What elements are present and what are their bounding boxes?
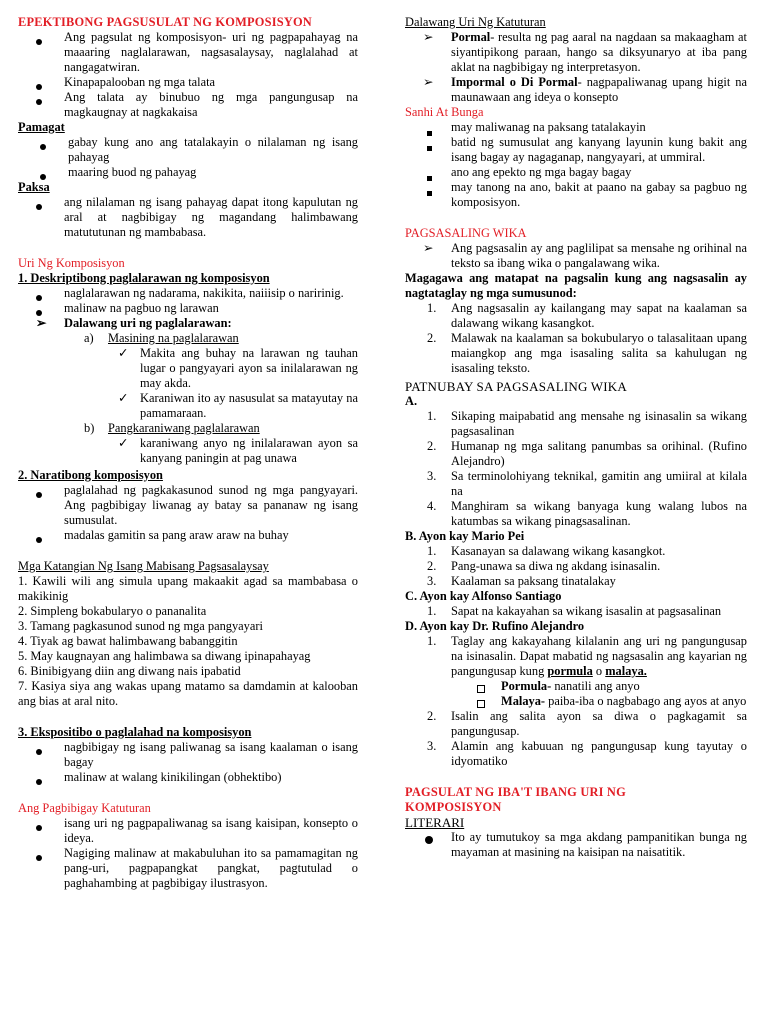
list-item: Malaya- paiba-iba o nagbabago ang ayos at anyo — [405, 694, 747, 709]
list-item: 3. Kaalaman sa paksang tinatalakay — [427, 574, 616, 588]
check-icon: ✓ — [118, 346, 129, 360]
patnubay-b-label: B. Ayon kay Mario Pei — [405, 529, 525, 543]
list-item: Nagiging malinaw at makabuluhan ito sa pamamagitan ng pang-uri, pagpapangkat pangkat, pagtutulad o paghahambing at pagbibigay ilustrasyon. — [18, 846, 358, 891]
list-item: 1. Sikaping maipabatid ang mensahe ng isinasalin sa wikang pagsasalinan — [427, 409, 747, 438]
list-item: ✓ Karaniwan ito ay nasusulat sa matayutay na pamamaraan. — [118, 391, 358, 420]
square-bullet-icon — [427, 191, 432, 196]
list-item: batid ng sumusulat ang kanyang layunin kung bakit ang isang bagay ay nagaganap, nangyayari, at ummiral. — [405, 135, 747, 165]
list-item: madalas gamitin sa pang araw araw na buhay — [18, 528, 358, 543]
list-item: isang uri ng pagpapaliwanag sa isang kaisipan, konsepto o ideya. — [18, 816, 358, 846]
katangian-item: 4. Tiyak ag bawat halimbawang babanggitin — [18, 634, 238, 648]
list-item: 2. Isalin ang salita ayon sa diwa o pagkagamit sa pangungusap. — [427, 709, 747, 738]
list-item: Pormula- nanatili ang anyo — [405, 679, 747, 694]
list-item: naglalarawan ng nadarama, nakikita, naiiisip o naririnig. — [18, 286, 358, 301]
check-icon: ✓ — [118, 436, 129, 450]
magagawa-text: Magagawa ang matapat na pagsalin kung ang nagsasalin ay nagtataglay ng mga sumusunod: — [405, 271, 747, 300]
bullet-icon — [36, 749, 42, 755]
katangian-item: 7. Kasiya siya ang wakas upang matamo sa damdamin at kalooban ang bias at aral nito. — [18, 679, 358, 708]
patnubay-d-label: D. Ayon kay Dr. Rufino Alejandro — [405, 619, 585, 633]
katangian-item: 1. Kawili wili ang simula upang makaakit agad sa mambabasa o makikinig — [18, 574, 358, 603]
bullet-icon — [40, 144, 46, 150]
bullet-icon — [36, 99, 42, 105]
pagsasaling-heading: PAGSASALING WIKA — [405, 226, 527, 240]
bullet-icon — [36, 825, 42, 831]
bullet-icon — [36, 779, 42, 785]
list-item: may maliwanag na paksang tatalakayin — [405, 120, 747, 135]
list-item: gabay kung ano ang tatalakayin o nilalaman ng isang pahayag — [18, 135, 358, 165]
bullet-icon — [36, 204, 42, 210]
right-column — [405, 15, 747, 860]
arrow-bullet-icon: ➢ — [423, 241, 434, 255]
page-title: EPEKTIBONG PAGSUSULAT NG KOMPOSISYON — [18, 15, 312, 29]
list-item: ano ang epekto ng mga bagay bagay — [405, 165, 747, 180]
checkbox-icon — [477, 700, 485, 708]
list-item: ✓ karaniwang anyo ng inilalarawan ayon sa kanyang paningin at pag unawa — [118, 436, 358, 465]
ekspositibo-heading: 3. Ekspositibo o paglalahad na komposisyon — [18, 725, 252, 739]
arrow-bullet-icon: ➢ — [36, 316, 47, 330]
list-item: 1. Kasanayan sa dalawang wikang kasangkot. — [427, 544, 666, 558]
katangian-item: 6. Binibigyang diin ang diwang nais ipabatid — [18, 664, 241, 678]
check-icon: ✓ — [118, 391, 129, 405]
list-item: 1. Taglay ang kakayahang kilalanin ang uri ng pangungusap na isinasalin. Dapat mabatid ng nagsasalin ang kayarian ng pangungusap kung pormula o malaya. — [427, 634, 747, 678]
list-item: 4. Manghiram sa wikang banyaga kung walang lubos na katumbas sa wikang pinagsasalinan. — [427, 499, 747, 528]
naratibo-heading: 2. Naratibong komposisyon — [18, 468, 163, 482]
arrow-bullet-icon: ➢ — [423, 30, 434, 44]
patnubay-heading: PATNUBAY SA PAGSASALING WIKA — [405, 379, 627, 394]
list-item: ang nilalaman ng isang pahayag dapat itong kapulutan ng aral at nagbibigay ng magandang halimbawang matututunan ng mambabasa. — [18, 195, 358, 240]
literari-heading: LITERARI — [405, 815, 465, 830]
term: Impormal o Di Pormal — [451, 75, 578, 89]
sub-heading: b) Pangkaraniwang paglalarawan — [84, 421, 260, 435]
list-item: 2. Pang-unawa sa diwa ng akdang isinasalin. — [427, 559, 661, 573]
sub-heading: a) Masining na paglalarawan — [84, 331, 239, 345]
bullet-icon — [36, 855, 42, 861]
uri-heading: Uri Ng Komposisyon — [18, 256, 125, 270]
list-item: 3. Sa terminolohiyang teknikal, gamitin ang umiiral at kilala na — [427, 469, 747, 498]
pagsulat-heading: PAGSULAT NG IBA'T IBANG URI NG KOMPOSISYON — [405, 785, 626, 814]
list-item: Ito ay tumutukoy sa mga akdang pampanitikan bunga ng mayaman at masining na kaisipan na naisatitik. — [405, 830, 747, 860]
dalawang-uri-heading: Dalawang Uri Ng Katuturan — [405, 15, 546, 29]
bullet-icon — [40, 174, 46, 180]
list-item: 2. Malawak na kaalaman sa bokubularyo o talasalitaan upang maiangkop ang mga isasaling salita sa kahulugan ng isasaling teksto. — [427, 331, 747, 375]
list-item: paglalahad ng pagkakasunod sunod ng mga pangyayari. Ang pagbibigay liwanag ay batay sa pananaw ng isang sumusulat. — [18, 483, 358, 528]
term: Pormal — [451, 30, 491, 44]
checkbox-icon — [477, 685, 485, 693]
bullet-icon — [36, 537, 42, 543]
katangian-item: 3. Tamang pagkasunod sunod ng mga pangyayari — [18, 619, 263, 633]
bullet-icon — [36, 39, 42, 45]
list-item: malinaw na pagbuo ng larawan — [18, 301, 358, 316]
arrow-bullet-icon: ➢ — [423, 75, 434, 89]
list-item: Kinapapalooban ng mga talata — [18, 75, 358, 90]
deskriptibo-heading: 1. Deskriptibong paglalarawan ng komposisyon — [18, 271, 270, 285]
katuturan-heading: Ang Pagbibigay Katuturan — [18, 801, 151, 815]
list-item: ✓ Makita ang buhay na larawan ng tauhan lugar o pangyayari ayon sa inilalarawan ng may akda. — [118, 346, 358, 390]
list-item: nagbibigay ng isang paliwanag sa isang kaalaman o isang bagay — [18, 740, 358, 770]
list-item: 2. Humanap ng mga salitang panumbas sa orihinal. (Rufino Alejandro) — [427, 439, 747, 468]
list-item: ➢ Dalawang uri ng paglalarawan: — [36, 316, 232, 330]
intro-list — [18, 30, 358, 120]
list-item: maaring buod ng pahayag — [18, 165, 358, 180]
list-item: Ang talata ay binubuo ng mga pangungusap na magkaugnay at nagkakaisa — [18, 90, 358, 120]
list-item: may tanong na ano, bakit at paano na gabay sa pagbuo ng komposisyon. — [405, 180, 747, 210]
sanhi-heading: Sanhi At Bunga — [405, 105, 484, 119]
paksa-heading: Paksa — [18, 180, 50, 194]
left-column — [18, 15, 358, 891]
list-item: 1. Ang nagsasalin ay kailangang may sapat na kaalaman sa dalawang wikang kasangkot. — [427, 301, 747, 330]
list-item: ➢ Impormal o Di Pormal- nagpapaliwanag upang higit na maunawaan ang ideya o konsepto — [423, 75, 747, 104]
katangian-item: 2. Simpleng bokabularyo o pananalita — [18, 604, 207, 618]
list-item: ➢ Ang pagsasalin ay ang paglilipat sa mensahe ng orihinal na teksto sa ibang wika o pangalawang wika. — [423, 241, 747, 270]
square-bullet-icon — [427, 146, 432, 151]
patnubay-c-label: C. Ayon kay Alfonso Santiago — [405, 589, 562, 603]
list-item: 1. Sapat na kakayahan sa wikang isasalin at pagsasalinan — [427, 604, 722, 618]
bullet-icon — [36, 492, 42, 498]
pamagat-heading: Pamagat — [18, 120, 65, 134]
katangian-item: 5. May kaugnayan ang halimbawa sa diwang ipinapahayag — [18, 649, 311, 663]
patnubay-a-label: A. — [405, 394, 418, 408]
katangian-heading: Mga Katangian Ng Isang Mabisang Pagsasalaysay — [18, 559, 269, 573]
bullet-icon — [425, 836, 433, 844]
list-item: 3. Alamin ang kabuuan ng pangungusap kung tayutay o idyomatiko — [427, 739, 747, 768]
list-item: ➢ Pormal- resulta ng pag aaral na nagdaan sa makaagham at siyantipikong paraan, hango sa diksyunaryo at iba pang aklat na nagbibigay ng interpretasyon. — [423, 30, 747, 74]
list-item: Ang pagsulat ng komposisyon- uri ng pagpapahayag na maaaring naglalarawan, nagsasalaysay, naglalahad at nangagatwiran. — [18, 30, 358, 75]
list-item: malinaw at walang kinikilingan (obhektibo) — [18, 770, 358, 785]
